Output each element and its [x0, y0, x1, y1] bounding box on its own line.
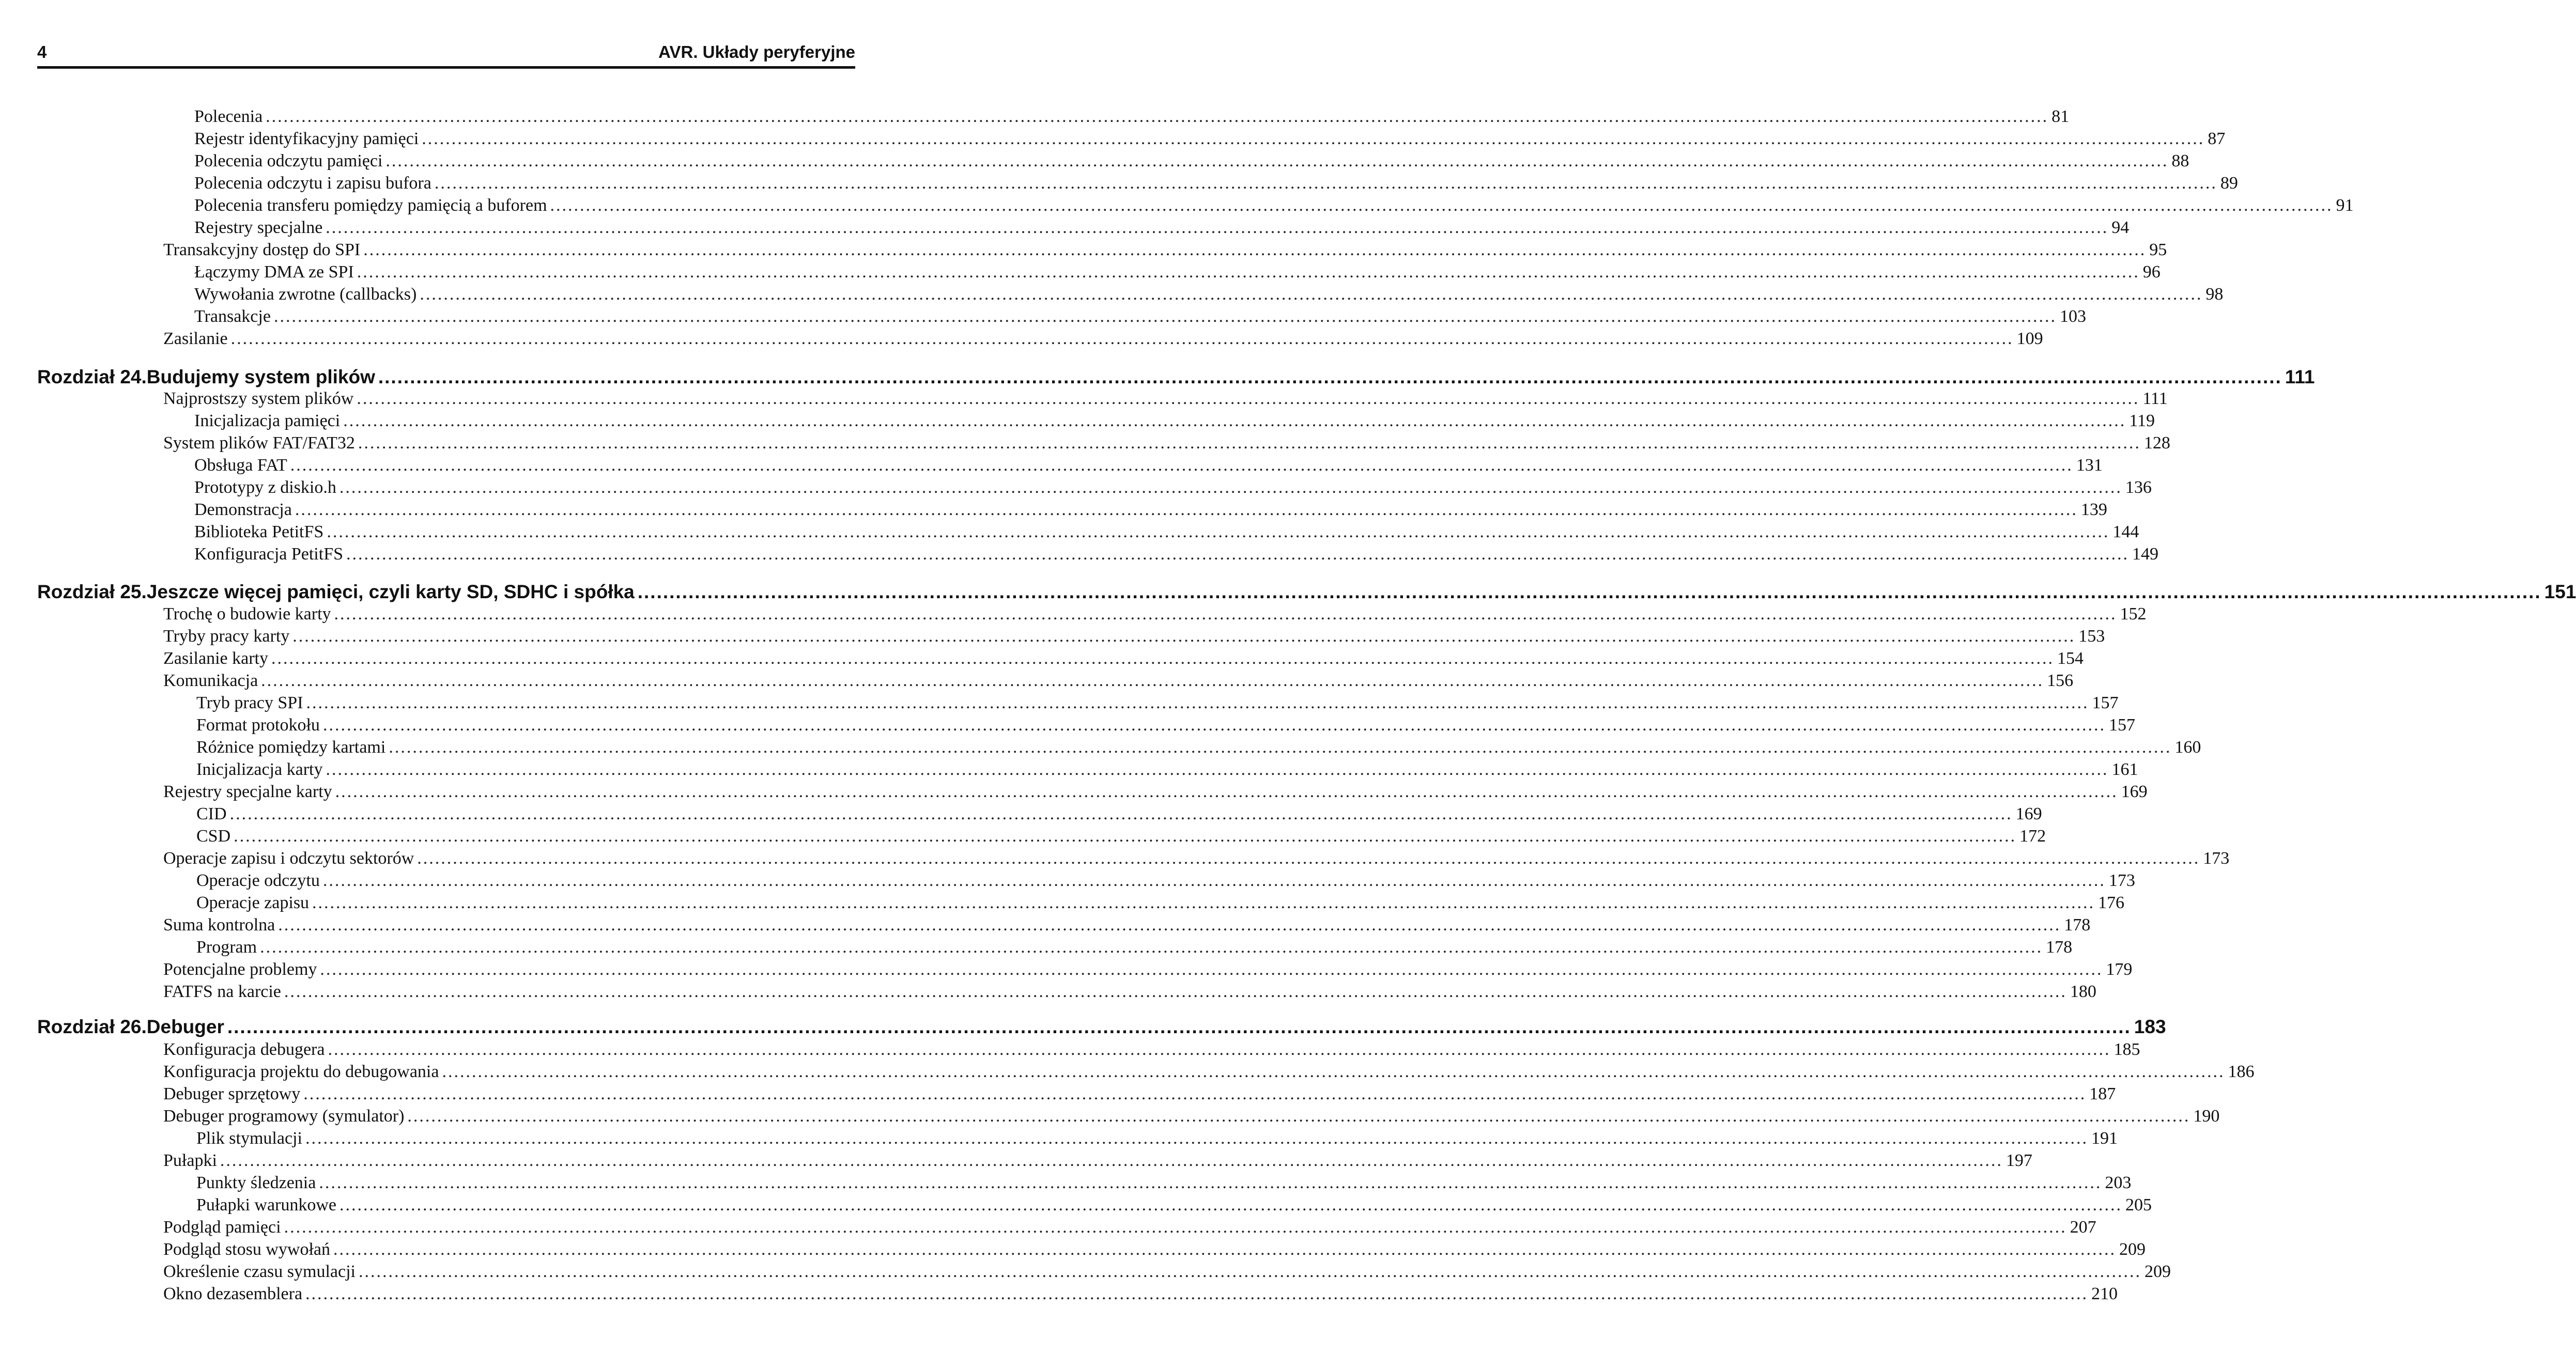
toc-entry[interactable]: Pułapki warunkowe ............................................................................................................................................................................................................................................................................................................ 205	[196, 1194, 858, 1217]
leader-dots: ............................................................................................................................................................................................................................................................................................................	[407, 1107, 2191, 1126]
toc-page-number: 209	[2119, 1240, 2146, 1259]
toc-entry[interactable]: Zasilanie ............................................................................................................................................................................................................................................................................................................ 109	[163, 328, 858, 350]
chapter-page-number: 151	[2544, 581, 2576, 602]
chapter-title: Budujemy system plików	[146, 366, 375, 387]
toc-page-number: 178	[2064, 915, 2091, 935]
toc-page-number: 190	[2193, 1107, 2220, 1126]
chapter-title: Jeszcze więcej pamięci, czyli karty SD, SDHC i spółka	[146, 581, 635, 602]
leader-dots: ............................................................................................................................................................................................................................................................................................................	[230, 329, 2014, 348]
toc-page-number: 169	[2121, 782, 2148, 801]
leader-dots: ............................................................................................................................................................................................................................................................................................................	[326, 218, 2109, 237]
chapter-number: Rozdział 25.	[37, 581, 147, 602]
toc-entry[interactable]: Operacje zapisu ............................................................................................................................................................................................................................................................................................................ 176	[196, 892, 858, 914]
toc-page-number: 205	[2125, 1195, 2152, 1215]
leader-dots: ............................................................................................................................................................................................................................................................................................................	[266, 107, 2049, 126]
toc-entry[interactable]: Rejestry specjalne karty ............................................................................................................................................................................................................................................................................................................ 169	[163, 781, 858, 803]
chapter-number: Rozdział 24.	[37, 366, 147, 387]
leader-dots: ............................................................................................................................................................................................................................................................................................................	[234, 827, 2017, 846]
leader-dots: ............................................................................................................................................................................................................................................................................................................	[346, 544, 2130, 564]
toc-page-number: 87	[2208, 129, 2226, 148]
leader-dots: ............................................................................................................................................................................................................................................................................................................	[328, 1040, 2111, 1059]
toc-page-number: 157	[2092, 693, 2119, 712]
leader-dots: ............................................................................................................................................................................................................................................................................................................	[322, 715, 2106, 735]
leader-dots: ............................................................................................................................................................................................................................................................................................................	[389, 738, 2172, 757]
toc-entry[interactable]: Biblioteka PetitFS ............................................................................................................................................................................................................................................................................................................ 144	[194, 521, 858, 543]
leader-dots: ............................................................................................................................................................................................................................................................................................................	[357, 389, 2140, 408]
leader-dots: ............................................................................................................................................................................................................................................................................................................	[278, 915, 2061, 935]
toc-page-number: 88	[2171, 151, 2189, 170]
leader-dots: ............................................................................................................................................................................................................................................................................................................	[385, 151, 2169, 170]
toc-entry[interactable]: Okno dezasemblera ............................................................................................................................................................................................................................................................................................................ 210	[163, 1283, 858, 1305]
toc-entry[interactable]: Określenie czasu symulacji ............................................................................................................................................................................................................................................................................................................ 209	[163, 1260, 858, 1283]
leader-dots: ............................................................................................................................................................................................................................................................................................................	[326, 760, 2109, 779]
toc-page-number: 203	[2105, 1173, 2132, 1192]
toc-entry[interactable]: Rejestr identyfikacyjny pamięci ............................................................................................................................................................................................................................................................................................................ 87	[194, 128, 858, 150]
leader-dots: ............................................................................................................................................................................................................................................................................................................	[273, 307, 2057, 326]
leader-dots: ............................................................................................................................................................................................................................................................................................................	[319, 1173, 2102, 1192]
leader-dots: ............................................................................................................................................................................................................................................................................................................	[320, 960, 2103, 979]
chapter-heading-26[interactable]	[37, 1014, 2166, 1040]
toc-page-number: 160	[2174, 738, 2201, 757]
toc-page-number: 173	[2203, 849, 2230, 868]
toc-entry[interactable]: Konfiguracja debugera ............................................................................................................................................................................................................................................................................................................ 185	[163, 1038, 858, 1061]
chapter-title: Debuger	[146, 1016, 224, 1037]
toc-page-number: 161	[2111, 760, 2138, 779]
toc-entry[interactable]: Trochę o budowie karty ............................................................................................................................................................................................................................................................................................................ 152	[163, 603, 858, 626]
toc-page-number: 149	[2132, 544, 2159, 564]
toc-entry[interactable]: Zasilanie karty ............................................................................................................................................................................................................................................................................................................ 154	[163, 647, 858, 670]
toc-entry[interactable]: Podgląd pamięci ............................................................................................................................................................................................................................................................................................................ 207	[163, 1216, 858, 1239]
toc-page-number: 191	[2091, 1129, 2118, 1148]
page-number: 4	[37, 42, 47, 61]
leader-dots: ............................................................................................................................................................................................................................................................................................................	[378, 366, 2282, 387]
toc-page-number: 139	[2080, 500, 2107, 519]
toc-page-number: 210	[2091, 1284, 2118, 1303]
toc-page-number: 179	[2106, 960, 2133, 979]
leader-dots: ............................................................................................................................................................................................................................................................................................................	[422, 129, 2205, 148]
toc-page-number: 153	[2078, 627, 2105, 646]
toc-entry[interactable]: Pułapki ............................................................................................................................................................................................................................................................................................................ 197	[163, 1149, 858, 1172]
toc-entry[interactable]: Tryb pracy SPI ............................................................................................................................................................................................................................................................................................................ 157	[196, 692, 858, 714]
toc-page-number: 119	[2129, 411, 2155, 430]
leader-dots: ............................................................................................................................................................................................................................................................................................................	[322, 871, 2106, 890]
toc-entry[interactable]: Potencjalne problemy ............................................................................................................................................................................................................................................................................................................ 179	[163, 958, 858, 981]
toc-page-number: 157	[2108, 715, 2135, 735]
toc-page-number: 111	[2142, 389, 2168, 408]
toc-entry[interactable]: Najprostszy system plików ............................................................................................................................................................................................................................................................................................................ 111	[163, 387, 858, 410]
leader-dots: ............................................................................................................................................................................................................................................................................................................	[305, 1129, 2088, 1148]
toc-page-number: 154	[2057, 649, 2084, 668]
toc-entry[interactable]: Suma kontrolna ............................................................................................................................................................................................................................................................................................................ 178	[163, 914, 858, 937]
leader-dots: ............................................................................................................................................................................................................................................................................................................	[442, 1062, 2225, 1081]
toc-entry[interactable]: System plików FAT/FAT32 ............................................................................................................................................................................................................................................................................................................ 128	[163, 432, 858, 455]
toc-page-number: 178	[2046, 938, 2073, 957]
toc-page-number: 185	[2114, 1040, 2140, 1059]
toc-entry[interactable]: Tryby pracy karty ............................................................................................................................................................................................................................................................................................................ 153	[163, 625, 858, 648]
toc-page-number: 180	[2070, 982, 2096, 1001]
leader-dots: ............................................................................................................................................................................................................................................................................................................	[306, 693, 2089, 712]
toc-page-number: 187	[2089, 1084, 2116, 1103]
toc-entry[interactable]: Obsługa FAT ............................................................................................................................................................................................................................................................................................................ 131	[194, 454, 858, 477]
leader-dots: ............................................................................................................................................................................................................................................................................................................	[637, 581, 2541, 602]
leader-dots: ............................................................................................................................................................................................................................................................................................................	[434, 174, 2217, 193]
leader-dots: ............................................................................................................................................................................................................................................................................................................	[335, 782, 2118, 801]
toc-entry[interactable]: CID ............................................................................................................................................................................................................................................................................................................ 169	[196, 803, 858, 826]
toc-page-number: 103	[2059, 307, 2086, 326]
toc-entry[interactable]: Komunikacja ............................................................................................................................................................................................................................................................................................................ 156	[163, 670, 858, 692]
toc-entry[interactable]: Debuger programowy (symulator) ............................................................................................................................................................................................................................................................................................................ 190	[163, 1105, 858, 1128]
leader-dots: ............................................................................................................................................................................................................................................................................................................	[550, 196, 2333, 215]
toc-page-number: 156	[2047, 671, 2074, 690]
leader-dots: ............................................................................................................................................................................................................................................................................................................	[295, 500, 2078, 519]
toc-entry[interactable]: Prototypy z diskio.h ............................................................................................................................................................................................................................................................................................................ 136	[194, 476, 858, 499]
leader-dots: ............................................................................................................................................................................................................................................................................................................	[284, 1218, 2067, 1237]
toc-entry[interactable]: Wywołania zwrotne (callbacks) ............................................................................................................................................................................................................................................................................................................ 98	[194, 283, 858, 306]
toc-entry[interactable]: Inicjalizacja pamięci ............................................................................................................................................................................................................................................................................................................ 119	[194, 410, 858, 432]
toc-page-number: 207	[2070, 1218, 2096, 1237]
leader-dots: ............................................................................................................................................................................................................................................................................................................	[363, 240, 2147, 259]
leader-dots: ............................................................................................................................................................................................................................................................................................................	[333, 1240, 2116, 1259]
leader-dots: ............................................................................................................................................................................................................................................................................................................	[260, 938, 2043, 957]
chapter-heading-24[interactable]	[37, 364, 2315, 391]
leader-dots: ............................................................................................................................................................................................................................................................................................................	[343, 411, 2126, 430]
toc-entry[interactable]: Podgląd stosu wywołań ............................................................................................................................................................................................................................................................................................................ 209	[163, 1238, 858, 1261]
toc-page-number: 109	[2016, 329, 2043, 348]
leader-dots: ............................................................................................................................................................................................................................................................................................................	[220, 1151, 2003, 1170]
toc-entry[interactable]: Plik stymulacji ............................................................................................................................................................................................................................................................................................................ 191	[196, 1127, 858, 1150]
leader-dots: ............................................................................................................................................................................................................................................................................................................	[340, 1195, 2123, 1215]
toc-entry[interactable]: Operacje odczytu ............................................................................................................................................................................................................................................................................................................ 173	[196, 869, 858, 892]
toc-page-number: 173	[2108, 871, 2135, 890]
toc-entry[interactable]: Różnice pomiędzy kartami ............................................................................................................................................................................................................................................................................................................ 160	[196, 736, 858, 759]
chapter-page-number: 111	[2285, 366, 2315, 387]
toc-page-number: 186	[2228, 1062, 2255, 1081]
toc-entry[interactable]: Demonstracja ............................................................................................................................................................................................................................................................................................................ 139	[194, 499, 858, 521]
toc-page-number: 95	[2149, 240, 2167, 259]
chapter-heading-25[interactable]	[37, 579, 2576, 605]
toc-entry[interactable]: Inicjalizacja karty ............................................................................................................................................................................................................................................................................................................ 161	[196, 758, 858, 781]
toc-entry[interactable]: Debuger sprzętowy ............................................................................................................................................................................................................................................................................................................ 187	[163, 1083, 858, 1106]
leader-dots: ............................................................................................................................................................................................................................................................................................................	[271, 649, 2054, 668]
toc-entry[interactable]: FATFS na karcie ............................................................................................................................................................................................................................................................................................................ 180	[163, 980, 858, 1003]
toc-entry[interactable]: Transakcje ............................................................................................................................................................................................................................................................................................................ 103	[194, 305, 858, 328]
toc-page-number: 94	[2111, 218, 2130, 237]
toc-page-number: 152	[2120, 604, 2147, 624]
leader-dots: ............................................................................................................................................................................................................................................................................................................	[357, 262, 2140, 282]
leader-dots: ............................................................................................................................................................................................................................................................................................................	[417, 849, 2200, 868]
toc-entry[interactable]: Konfiguracja PetitFS ............................................................................................................................................................................................................................................................................................................ 149	[194, 543, 858, 566]
toc-page-number: 169	[2015, 804, 2042, 823]
leader-dots: ............................................................................................................................................................................................................................................................................................................	[420, 285, 2203, 304]
toc-page-number: 81	[2051, 107, 2070, 126]
leader-dots: ............................................................................................................................................................................................................................................................................................................	[327, 522, 2110, 541]
toc-entry[interactable]: Polecenia ............................................................................................................................................................................................................................................................................................................ 81	[194, 105, 858, 128]
toc-page-number: 89	[2220, 174, 2238, 193]
toc-entry[interactable]: Format protokołu ............................................................................................................................................................................................................................................................................................................ 157	[196, 714, 858, 737]
toc-entry[interactable]: Rejestry specjalne ............................................................................................................................................................................................................................................................................................................ 94	[194, 216, 858, 239]
toc-page-number: 98	[2205, 285, 2224, 304]
toc-page-number: 172	[2019, 827, 2046, 846]
chapter-number: Rozdział 26.	[37, 1016, 147, 1037]
leader-dots: ............................................................................................................................................................................................................................................................................................................	[334, 604, 2117, 624]
toc-entry[interactable]: CSD ............................................................................................................................................................................................................................................................................................................ 172	[196, 825, 858, 848]
chapter-page-number: 183	[2134, 1016, 2166, 1037]
leader-dots: ............................................................................................................................................................................................................................................................................................................	[227, 1016, 2131, 1037]
toc-page-number: 128	[2143, 433, 2170, 453]
leader-dots: ............................................................................................................................................................................................................................................................................................................	[339, 478, 2122, 497]
leader-dots: ............................................................................................................................................................................................................................................................................................................	[292, 627, 2076, 646]
leader-dots: ............................................................................................................................................................................................................................................................................................................	[303, 1084, 2087, 1103]
leader-dots: ............................................................................................................................................................................................................................................................................................................	[284, 982, 2067, 1001]
toc-entry[interactable]: Program ............................................................................................................................................................................................................................................................................................................ 178	[196, 936, 858, 959]
toc-entry[interactable]: Konfiguracja projektu do debugowania ............................................................................................................................................................................................................................................................................................................ 186	[163, 1061, 858, 1083]
leader-dots: ............................................................................................................................................................................................................................................................................................................	[229, 804, 2013, 823]
toc-page-number: 131	[2076, 456, 2103, 475]
leader-dots: ............................................................................................................................................................................................................................................................................................................	[312, 893, 2095, 912]
toc-page-number: 91	[2336, 196, 2354, 215]
leader-dots: ............................................................................................................................................................................................................................................................................................................	[290, 456, 2073, 475]
toc-page-number: 136	[2125, 478, 2152, 497]
toc-page-number: 197	[2006, 1151, 2032, 1170]
toc-entry[interactable]: Polecenia transferu pomiędzy pamięcią a buforem ............................................................................................................................................................................................................................................................................................................ 91	[194, 194, 858, 217]
toc-page-number: 144	[2112, 522, 2139, 541]
toc-entry[interactable]: Polecenia odczytu pamięci ............................................................................................................................................................................................................................................................................................................ 88	[194, 150, 858, 173]
leader-dots: ............................................................................................................................................................................................................................................................................................................	[261, 671, 2044, 690]
toc-entry[interactable]: Transakcyjny dostęp do SPI ............................................................................................................................................................................................................................................................................................................ 95	[163, 239, 858, 261]
leader-dots: ............................................................................................................................................................................................................................................................................................................	[358, 1262, 2141, 1281]
toc-page-number: 209	[2144, 1262, 2171, 1281]
toc-entry[interactable]: Operacje zapisu i odczytu sektorów ............................................................................................................................................................................................................................................................................................................ 173	[163, 847, 858, 870]
toc-page-number: 96	[2142, 262, 2161, 282]
toc-entry[interactable]: Polecenia odczytu i zapisu bufora ............................................................................................................................................................................................................................................................................................................ 89	[194, 172, 858, 195]
leader-dots: ............................................................................................................................................................................................................................................................................................................	[358, 433, 2141, 453]
leader-dots: ............................................................................................................................................................................................................................................................................................................	[305, 1284, 2089, 1303]
toc-entry[interactable]: Punkty śledzenia ............................................................................................................................................................................................................................................................................................................ 203	[196, 1172, 858, 1194]
toc-page-number: 176	[2098, 893, 2125, 912]
toc-entry[interactable]: Łączymy DMA ze SPI ............................................................................................................................................................................................................................................................................................................ 96	[194, 261, 858, 284]
book-title: AVR. Układy peryferyjne	[658, 42, 855, 61]
